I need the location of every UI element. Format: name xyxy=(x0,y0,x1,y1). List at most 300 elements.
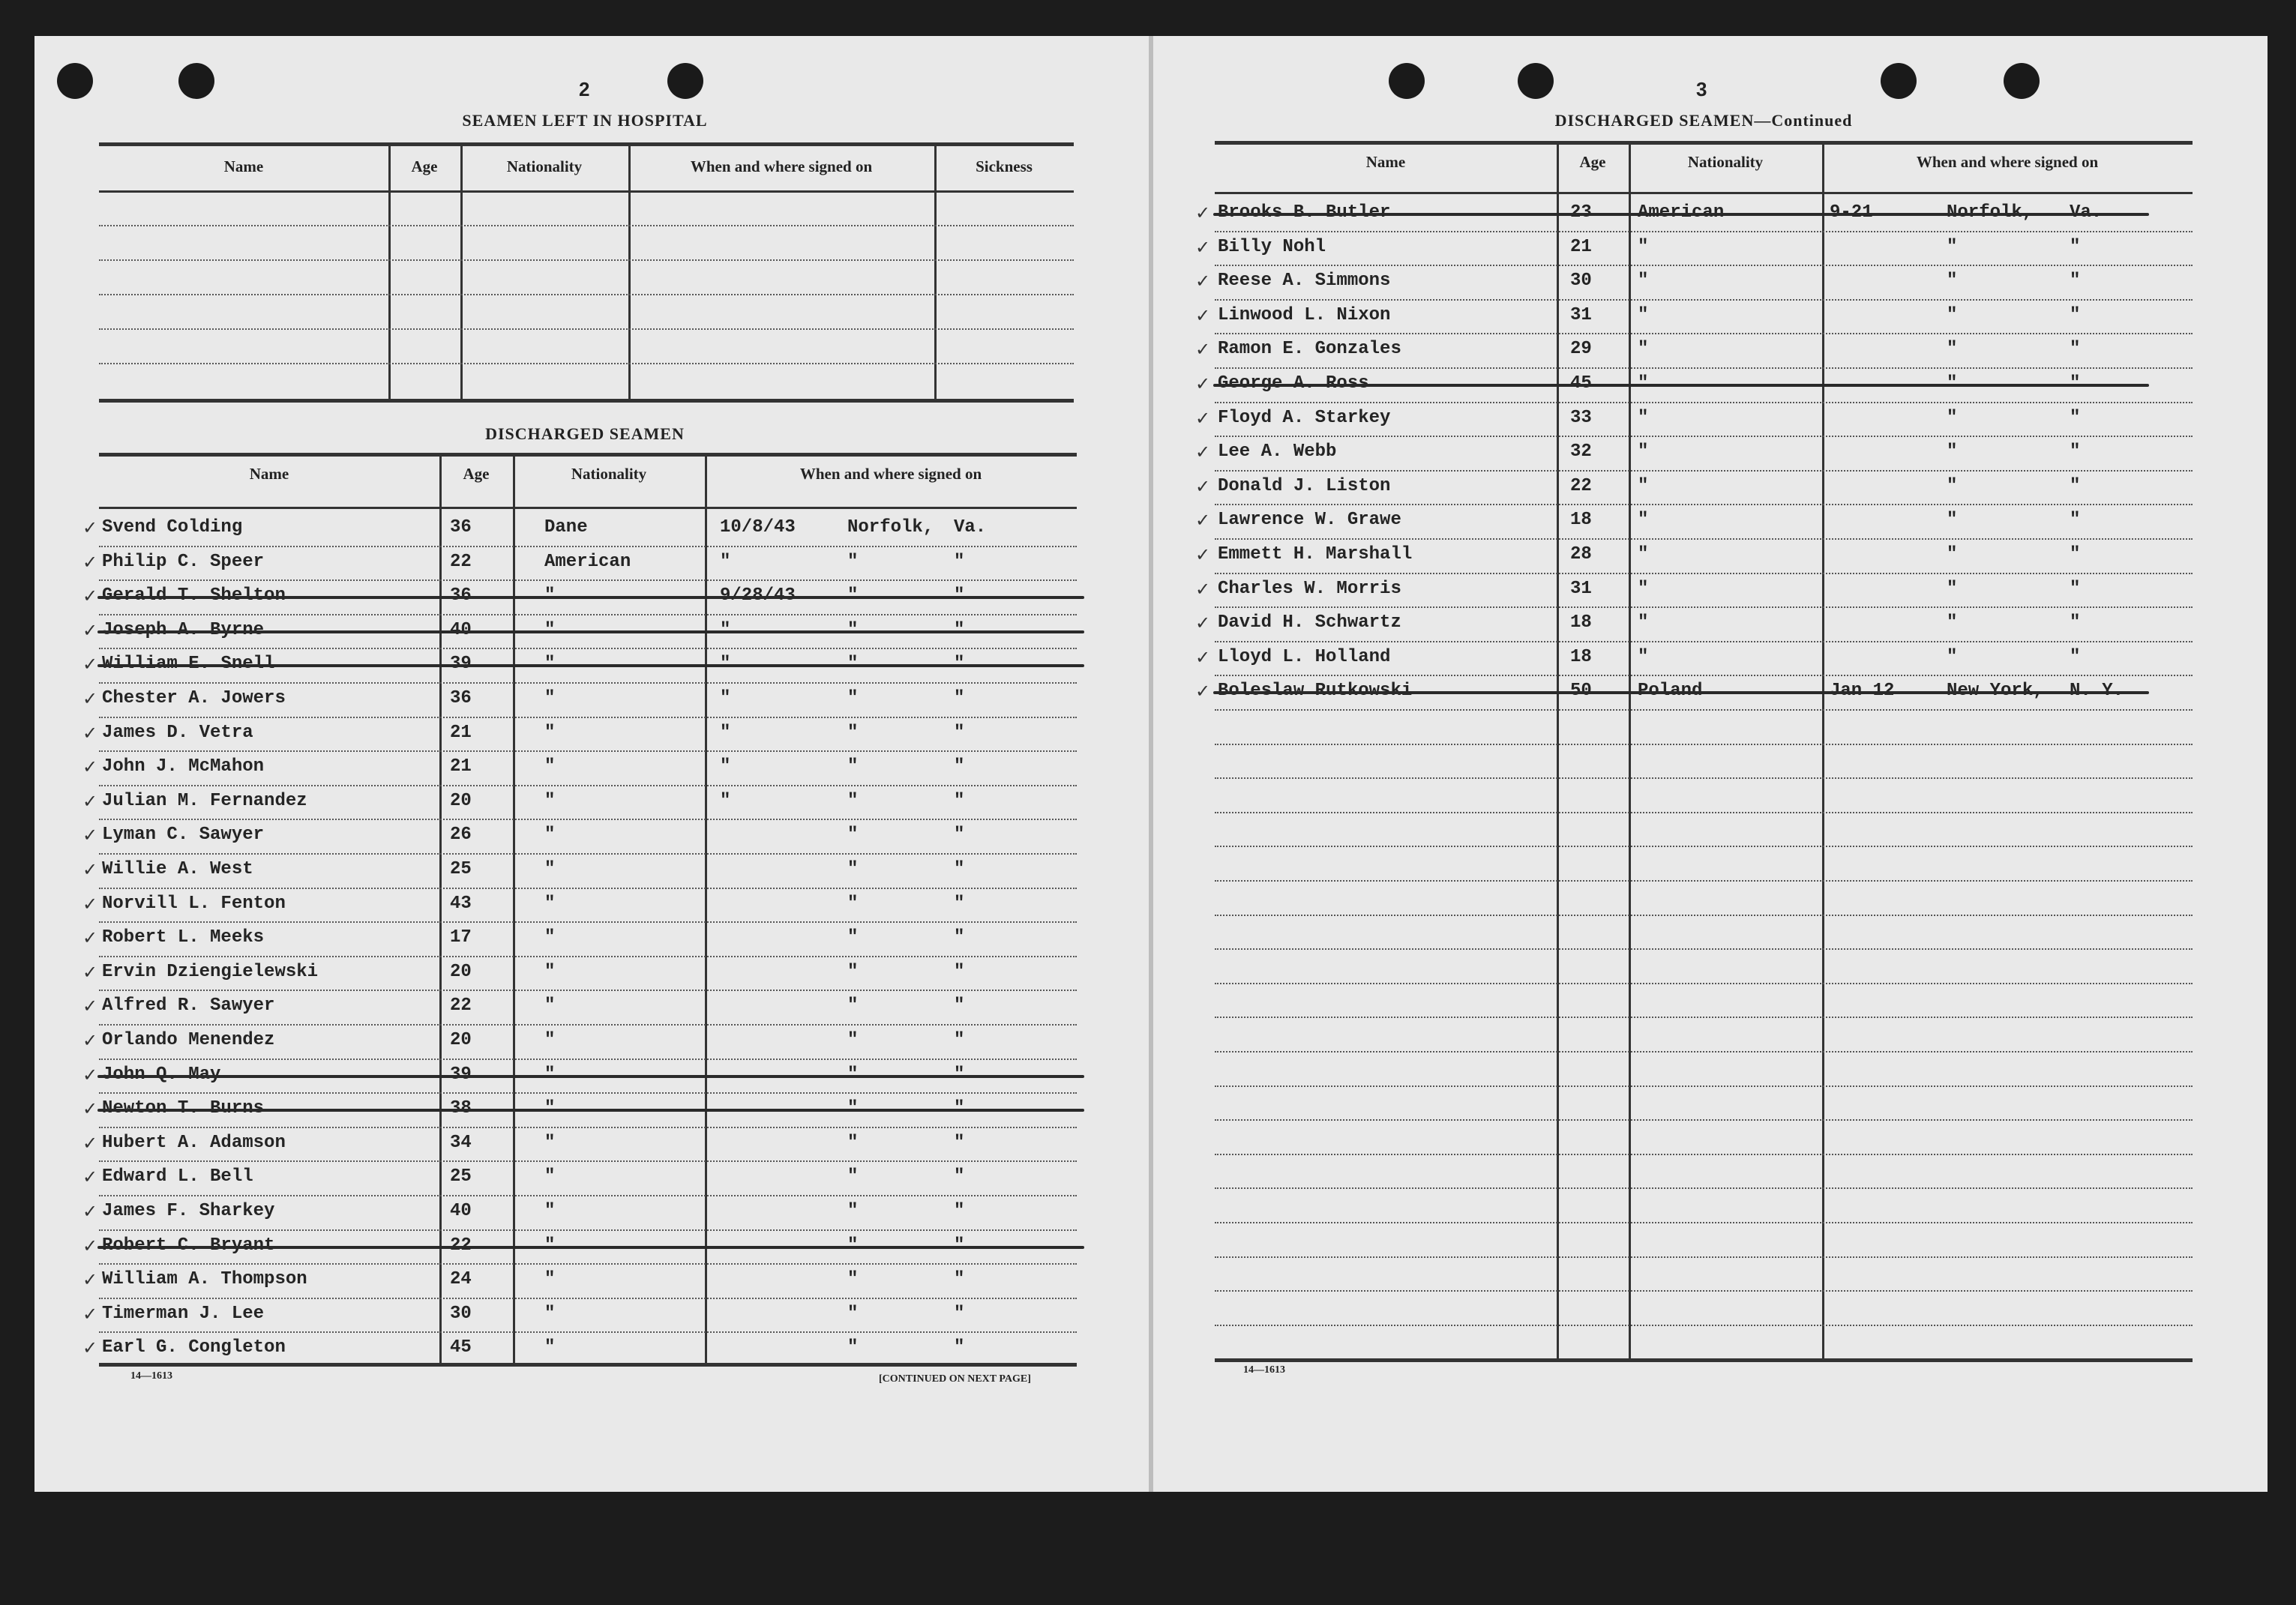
row-line xyxy=(99,1160,1077,1162)
seaman-name: Donald J. Liston xyxy=(1218,475,1391,496)
check-mark-icon: ✓ xyxy=(82,1064,98,1085)
row-line xyxy=(99,1092,1077,1094)
row-line xyxy=(1215,333,2193,334)
punch-hole-icon xyxy=(178,63,214,99)
signed-on-place: " xyxy=(847,1269,859,1290)
strikethrough-line xyxy=(97,1246,1084,1249)
row-line xyxy=(99,294,1074,295)
row-line xyxy=(99,990,1077,991)
signed-on-state: " xyxy=(2070,407,2081,428)
signed-on-state: " xyxy=(2070,442,2081,463)
form-number: 14—1613 xyxy=(1243,1364,1285,1376)
signed-on-place: Norfolk, xyxy=(847,517,934,537)
check-mark-icon: ✓ xyxy=(1195,475,1211,497)
signed-on-state: " xyxy=(954,1166,965,1187)
seaman-name: Billy Nohl xyxy=(1218,236,1326,257)
check-mark-icon: ✓ xyxy=(82,825,98,846)
seaman-name: Alfred R. Sawyer xyxy=(102,996,275,1017)
strikethrough-line xyxy=(1213,691,2149,694)
signed-on-state: " xyxy=(2070,646,2081,667)
column-rule xyxy=(513,453,515,1363)
check-mark-icon: ✓ xyxy=(82,996,98,1017)
seaman-age: 18 xyxy=(1570,646,1592,667)
row-line xyxy=(99,579,1077,581)
seaman-age: 36 xyxy=(450,517,472,537)
strikethrough-line xyxy=(97,1109,1084,1112)
signed-on-date: " xyxy=(720,688,731,708)
page-number: 2 xyxy=(579,78,590,100)
seaman-age: 33 xyxy=(1570,407,1592,428)
seaman-name: Julian M. Fernandez xyxy=(102,790,307,811)
signed-on-state: " xyxy=(954,756,965,777)
table-rule xyxy=(99,507,1077,509)
seaman-age: 30 xyxy=(450,1303,472,1324)
column-header: Age xyxy=(1579,153,1606,171)
check-mark-icon: ✓ xyxy=(1195,646,1211,668)
seaman-nationality: " xyxy=(1638,475,1649,496)
column-rule xyxy=(1629,141,1631,1358)
seaman-age: 25 xyxy=(450,859,472,879)
column-header: Name xyxy=(249,465,289,483)
signed-on-state: " xyxy=(954,927,965,948)
column-header: Name xyxy=(1365,153,1406,171)
row-line xyxy=(1215,1119,2193,1121)
check-mark-icon: ✓ xyxy=(1195,236,1211,258)
signed-on-state: " xyxy=(954,1201,965,1221)
row-line xyxy=(1215,983,2193,984)
signed-on-place: " xyxy=(1947,304,1958,325)
row-line xyxy=(1215,812,2193,813)
column-header: When and where signed on xyxy=(799,465,982,483)
row-line xyxy=(99,1331,1077,1333)
signed-on-state: " xyxy=(2070,544,2081,564)
continued-note: [CONTINUED ON NEXT PAGE] xyxy=(879,1373,1031,1385)
seaman-age: 45 xyxy=(450,1337,472,1358)
seaman-name: Edward L. Bell xyxy=(102,1166,253,1187)
seaman-age: 36 xyxy=(450,688,472,708)
signed-on-state: " xyxy=(2070,510,2081,531)
check-mark-icon: ✓ xyxy=(1195,612,1211,634)
check-mark-icon: ✓ xyxy=(82,1269,98,1291)
page-gutter xyxy=(1149,36,1153,1492)
punch-hole-icon xyxy=(1881,63,1917,99)
check-mark-icon: ✓ xyxy=(82,722,98,744)
signed-on-place: " xyxy=(847,996,859,1017)
seaman-name: Charles W. Morris xyxy=(1218,578,1401,599)
seaman-nationality: " xyxy=(544,1303,556,1324)
punch-hole-icon xyxy=(1389,63,1425,99)
seaman-age: 20 xyxy=(450,1030,472,1050)
column-header: Nationality xyxy=(506,157,583,175)
signed-on-place: " xyxy=(847,722,859,743)
row-line xyxy=(1215,265,2193,266)
seaman-nationality: " xyxy=(544,1166,556,1187)
row-line xyxy=(99,853,1077,855)
signed-on-state: " xyxy=(954,1303,965,1324)
seaman-nationality: " xyxy=(544,1132,556,1153)
signed-on-state: " xyxy=(2070,236,2081,257)
check-mark-icon: ✓ xyxy=(82,790,98,812)
seaman-name: Reese A. Simmons xyxy=(1218,271,1391,292)
row-line xyxy=(1215,1017,2193,1018)
signed-on-place: " xyxy=(847,961,859,982)
row-line xyxy=(1215,231,2193,232)
check-mark-icon: ✓ xyxy=(1195,202,1211,223)
check-mark-icon: ✓ xyxy=(82,551,98,573)
seaman-nationality: American xyxy=(544,551,631,572)
row-line xyxy=(1215,948,2193,950)
signed-on-place: " xyxy=(847,688,859,708)
seaman-nationality: " xyxy=(544,1269,556,1290)
seaman-nationality: " xyxy=(544,961,556,982)
signed-on-date: " xyxy=(720,551,731,572)
seaman-age: 17 xyxy=(450,927,472,948)
signed-on-state: " xyxy=(2070,612,2081,633)
check-mark-icon: ✓ xyxy=(82,1030,98,1051)
row-line xyxy=(99,328,1074,330)
row-line xyxy=(1215,641,2193,642)
row-line xyxy=(1215,606,2193,608)
row-line xyxy=(99,1127,1077,1128)
seaman-name: William A. Thompson xyxy=(102,1269,307,1290)
row-line xyxy=(1215,1290,2193,1292)
column-rule xyxy=(460,142,463,399)
signed-on-place: " xyxy=(847,1166,859,1187)
signed-on-place: " xyxy=(847,927,859,948)
signed-on-state: " xyxy=(954,688,965,708)
seaman-nationality: " xyxy=(1638,407,1649,428)
signed-on-state: " xyxy=(954,790,965,811)
signed-on-date: " xyxy=(720,722,731,743)
seaman-name: Chester A. Jowers xyxy=(102,688,286,708)
seaman-age: 21 xyxy=(1570,236,1592,257)
seaman-age: 30 xyxy=(1570,271,1592,292)
seaman-name: Emmett H. Marshall xyxy=(1218,544,1413,564)
table-rule xyxy=(1215,1358,2193,1362)
seaman-age: 26 xyxy=(450,825,472,846)
column-rule xyxy=(934,142,937,399)
row-line xyxy=(1215,915,2193,916)
seaman-name: Hubert A. Adamson xyxy=(102,1132,286,1153)
discharged-continued-title: DISCHARGED SEAMEN—Continued xyxy=(1554,111,1853,130)
row-line xyxy=(99,648,1077,649)
seaman-age: 20 xyxy=(450,961,472,982)
row-line xyxy=(1215,367,2193,369)
row-line xyxy=(1215,299,2193,301)
seaman-name: Willie A. West xyxy=(102,859,253,879)
check-mark-icon: ✓ xyxy=(82,688,98,709)
row-line xyxy=(99,546,1077,547)
check-mark-icon: ✓ xyxy=(82,1303,98,1325)
row-line xyxy=(99,363,1074,364)
table-rule xyxy=(99,399,1074,403)
signed-on-place: " xyxy=(847,825,859,846)
signed-on-place: " xyxy=(1947,578,1958,599)
row-line xyxy=(99,1263,1077,1265)
seaman-age: 40 xyxy=(450,1201,472,1221)
signed-on-state: " xyxy=(954,961,965,982)
seaman-name: Lawrence W. Grawe xyxy=(1218,510,1401,531)
column-header: Nationality xyxy=(1687,153,1764,171)
check-mark-icon: ✓ xyxy=(82,654,98,675)
seaman-nationality: " xyxy=(544,722,556,743)
seaman-name: John J. McMahon xyxy=(102,756,265,777)
seaman-age: 43 xyxy=(450,893,472,914)
check-mark-icon: ✓ xyxy=(82,961,98,983)
column-header: Sickness xyxy=(976,157,1033,175)
seaman-nationality: " xyxy=(544,825,556,846)
check-mark-icon: ✓ xyxy=(82,1235,98,1256)
signed-on-state: " xyxy=(2070,339,2081,360)
seaman-nationality: " xyxy=(544,1201,556,1221)
row-line xyxy=(1215,1325,2193,1326)
seaman-nationality: " xyxy=(1638,646,1649,667)
seaman-age: 18 xyxy=(1570,510,1592,531)
row-line xyxy=(99,1195,1077,1196)
punch-hole-icon xyxy=(2004,63,2040,99)
signed-on-state: " xyxy=(2070,578,2081,599)
seaman-name: Orlando Menendez xyxy=(102,1030,275,1050)
row-line xyxy=(99,1024,1077,1026)
check-mark-icon: ✓ xyxy=(1195,304,1211,326)
signed-on-state: " xyxy=(954,722,965,743)
seaman-age: 28 xyxy=(1570,544,1592,564)
signed-on-place: " xyxy=(1947,544,1958,564)
seaman-age: 22 xyxy=(450,996,472,1017)
seaman-nationality: " xyxy=(1638,510,1649,531)
signed-on-state: " xyxy=(954,1269,965,1290)
signed-on-place: " xyxy=(847,893,859,914)
check-mark-icon: ✓ xyxy=(82,619,98,641)
signed-on-date: " xyxy=(720,790,731,811)
seaman-age: 22 xyxy=(450,551,472,572)
table-rule xyxy=(99,142,1074,146)
signed-on-state: " xyxy=(954,1030,965,1050)
signed-on-place: " xyxy=(847,1303,859,1324)
row-line xyxy=(1215,504,2193,505)
check-mark-icon: ✓ xyxy=(1195,407,1211,429)
column-header: Nationality xyxy=(571,465,647,483)
seaman-nationality: " xyxy=(544,1337,556,1358)
seaman-nationality: " xyxy=(1638,236,1649,257)
row-line xyxy=(1215,538,2193,540)
discharged-section-title: DISCHARGED SEAMEN xyxy=(485,424,685,443)
check-mark-icon: ✓ xyxy=(82,859,98,880)
seaman-nationality: " xyxy=(1638,271,1649,292)
signed-on-state: " xyxy=(954,825,965,846)
row-line xyxy=(99,1229,1077,1231)
row-line xyxy=(1215,1051,2193,1053)
row-line xyxy=(99,682,1077,684)
column-header: When and where signed on xyxy=(1916,153,2099,171)
seaman-nationality: " xyxy=(1638,442,1649,463)
column-rule xyxy=(439,453,442,1363)
seaman-age: 25 xyxy=(450,1166,472,1187)
seaman-nationality: " xyxy=(1638,612,1649,633)
check-mark-icon: ✓ xyxy=(82,1201,98,1222)
check-mark-icon: ✓ xyxy=(1195,373,1211,394)
seaman-nationality: " xyxy=(544,1030,556,1050)
seaman-name: Philip C. Speer xyxy=(102,551,265,572)
signed-on-place: " xyxy=(847,1030,859,1050)
check-mark-icon: ✓ xyxy=(1195,544,1211,565)
signed-on-place: " xyxy=(847,756,859,777)
seaman-nationality: " xyxy=(544,790,556,811)
column-header: Name xyxy=(223,157,264,175)
row-line xyxy=(1215,470,2193,472)
signed-on-state: " xyxy=(954,996,965,1017)
signed-on-state: " xyxy=(2070,475,2081,496)
seaman-age: 32 xyxy=(1570,442,1592,463)
signed-on-state: " xyxy=(2070,304,2081,325)
signed-on-place: " xyxy=(847,859,859,879)
signed-on-state: " xyxy=(954,893,965,914)
row-line xyxy=(1215,402,2193,403)
seaman-age: 18 xyxy=(1570,612,1592,633)
check-mark-icon: ✓ xyxy=(82,585,98,607)
check-mark-icon: ✓ xyxy=(1195,339,1211,361)
seaman-name: Svend Colding xyxy=(102,517,243,537)
row-line xyxy=(99,956,1077,957)
signed-on-place: " xyxy=(847,551,859,572)
seaman-name: David H. Schwartz xyxy=(1218,612,1401,633)
signed-on-place: " xyxy=(1947,271,1958,292)
seaman-nationality: " xyxy=(1638,544,1649,564)
row-line xyxy=(99,819,1077,820)
seaman-nationality: Dane xyxy=(544,517,588,537)
row-line xyxy=(1215,1256,2193,1258)
seaman-nationality: " xyxy=(544,893,556,914)
signed-on-place: " xyxy=(1947,475,1958,496)
column-rule xyxy=(628,142,631,399)
row-line xyxy=(99,921,1077,923)
row-line xyxy=(99,259,1074,261)
strikethrough-line xyxy=(1213,384,2149,387)
check-mark-icon: ✓ xyxy=(1195,271,1211,292)
strikethrough-line xyxy=(1213,213,2149,216)
seaman-age: 24 xyxy=(450,1269,472,1290)
row-line xyxy=(1215,1187,2193,1189)
signed-on-place: " xyxy=(1947,442,1958,463)
seaman-name: Linwood L. Nixon xyxy=(1218,304,1391,325)
seaman-age: 34 xyxy=(450,1132,472,1153)
seaman-age: 21 xyxy=(450,756,472,777)
form-number: 14—1613 xyxy=(130,1370,172,1382)
column-rule xyxy=(705,453,707,1363)
seaman-age: 20 xyxy=(450,790,472,811)
row-line xyxy=(1215,846,2193,847)
seaman-name: James D. Vetra xyxy=(102,722,253,743)
signed-on-date: 10/8/43 xyxy=(720,517,796,537)
row-line xyxy=(1215,573,2193,574)
seaman-nationality: " xyxy=(544,859,556,879)
row-line xyxy=(1215,777,2193,779)
check-mark-icon: ✓ xyxy=(82,1337,98,1359)
row-line xyxy=(99,888,1077,889)
seaman-age: 29 xyxy=(1570,339,1592,360)
check-mark-icon: ✓ xyxy=(82,517,98,538)
seaman-name: James F. Sharkey xyxy=(102,1201,275,1221)
table-rule xyxy=(1215,141,2193,145)
check-mark-icon: ✓ xyxy=(1195,578,1211,600)
strikethrough-line xyxy=(97,630,1084,633)
seaman-name: Ervin Dziengielewski xyxy=(102,961,319,982)
seaman-nationality: " xyxy=(544,688,556,708)
signed-on-place: " xyxy=(847,1201,859,1221)
check-mark-icon: ✓ xyxy=(82,1098,98,1120)
punch-hole-icon xyxy=(57,63,93,99)
signed-on-place: " xyxy=(1947,339,1958,360)
column-rule xyxy=(388,142,391,399)
row-line xyxy=(99,717,1077,718)
column-header: When and where signed on xyxy=(690,157,873,175)
signed-on-place: " xyxy=(847,1337,859,1358)
check-mark-icon: ✓ xyxy=(1195,510,1211,532)
row-line xyxy=(99,750,1077,752)
check-mark-icon: ✓ xyxy=(1195,442,1211,463)
row-line xyxy=(1215,1154,2193,1155)
strikethrough-line xyxy=(97,1075,1084,1078)
check-mark-icon: ✓ xyxy=(1195,681,1211,702)
row-line xyxy=(99,614,1077,615)
seaman-nationality: " xyxy=(1638,339,1649,360)
seaman-nationality: " xyxy=(1638,578,1649,599)
row-line xyxy=(99,1298,1077,1299)
seaman-nationality: " xyxy=(544,996,556,1017)
seaman-name: Norvill L. Fenton xyxy=(102,893,286,914)
signed-on-place: " xyxy=(1947,612,1958,633)
column-header: Age xyxy=(463,465,490,483)
seaman-name: Floyd A. Starkey xyxy=(1218,407,1391,428)
table-rule xyxy=(1215,192,2193,194)
seaman-name: Lyman C. Sawyer xyxy=(102,825,265,846)
table-rule xyxy=(99,1363,1077,1367)
seaman-name: Lee A. Webb xyxy=(1218,442,1337,463)
signed-on-state: " xyxy=(954,859,965,879)
seaman-age: 31 xyxy=(1570,578,1592,599)
seaman-age: 22 xyxy=(1570,475,1592,496)
table-rule xyxy=(99,190,1074,193)
seaman-name: Lloyd L. Holland xyxy=(1218,646,1391,667)
signed-on-state: " xyxy=(954,551,965,572)
row-line xyxy=(1215,1085,2193,1087)
column-rule xyxy=(1822,141,1824,1358)
punch-hole-icon xyxy=(667,63,703,99)
strikethrough-line xyxy=(97,664,1084,667)
punch-hole-icon xyxy=(1518,63,1554,99)
seaman-name: Earl G. Congleton xyxy=(102,1337,286,1358)
row-line xyxy=(99,225,1074,226)
seaman-name: Timerman J. Lee xyxy=(102,1303,265,1324)
signed-on-place: " xyxy=(1947,646,1958,667)
seaman-age: 21 xyxy=(450,722,472,743)
hospital-section-title: SEAMEN LEFT IN HOSPITAL xyxy=(462,111,708,130)
signed-on-state: " xyxy=(954,1337,965,1358)
page-number: 3 xyxy=(1696,78,1707,100)
signed-on-state: " xyxy=(2070,271,2081,292)
table-rule xyxy=(99,453,1077,457)
signed-on-place: " xyxy=(847,1132,859,1153)
row-line xyxy=(99,1059,1077,1060)
row-line xyxy=(1215,709,2193,711)
row-line xyxy=(1215,675,2193,676)
signed-on-place: " xyxy=(847,790,859,811)
seaman-age: 31 xyxy=(1570,304,1592,325)
signed-on-place: " xyxy=(1947,236,1958,257)
seaman-nationality: " xyxy=(544,756,556,777)
strikethrough-line xyxy=(97,596,1084,599)
check-mark-icon: ✓ xyxy=(82,1166,98,1188)
